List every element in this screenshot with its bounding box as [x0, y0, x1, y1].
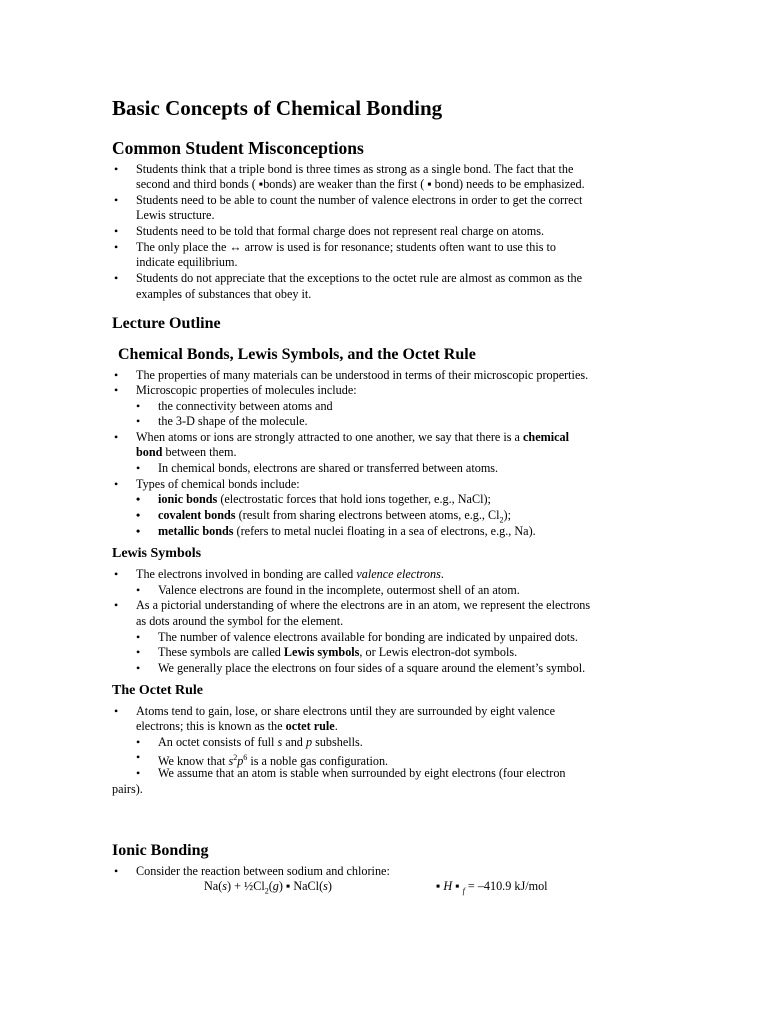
bullet: •	[136, 508, 141, 522]
text-run: .	[334, 719, 338, 733]
superscript: 6	[243, 753, 248, 762]
bullet: •	[114, 704, 119, 718]
text-run: ▪	[452, 879, 463, 893]
list-item: Valence electrons are found in the incomplete, outermost shell of an atom.	[158, 583, 520, 597]
list-item	[158, 524, 536, 539]
text-run: s	[323, 879, 328, 893]
text-run: s	[228, 754, 234, 769]
text-run: and	[282, 735, 306, 749]
heading-misconceptions: Common Student Misconceptions	[112, 138, 364, 158]
text-run: .	[440, 567, 444, 581]
text-run: (refers to metal nuclei floating in a sea of electrons, e.g., Na).	[233, 524, 536, 538]
text-run: s	[277, 735, 283, 749]
term-chemical: chemical	[523, 430, 570, 444]
text-run: , or Lewis electron-dot symbols.	[359, 645, 518, 659]
bullet: •	[136, 645, 141, 659]
bullet: •	[136, 750, 141, 764]
list-item: Students need to be able to count the number of valence electrons in order to get the correct	[136, 193, 583, 207]
bullet: •	[114, 368, 119, 382]
text-run: subshells.	[312, 735, 363, 749]
reaction-equation	[204, 879, 332, 895]
list-item: In chemical bonds, electrons are shared or transferred between atoms.	[158, 461, 499, 475]
list-item	[136, 445, 237, 460]
list-item	[158, 645, 517, 660]
text-run: (	[268, 879, 273, 893]
term-bond: bond	[136, 445, 163, 459]
bullet: •	[114, 193, 119, 207]
text-run: (electrostatic forces that hold ions together, e.g., NaCl);	[217, 492, 491, 506]
list-item: Students need to be told that formal charge does not represent real charge on atoms.	[136, 224, 545, 238]
list-item: as dots around the symbol for the element.	[136, 614, 344, 628]
bullet: •	[136, 766, 141, 780]
list-item: We generally place the electrons on four sides of a square around the element’s symbol.	[158, 661, 586, 675]
list-item: the connectivity between atoms and	[158, 399, 333, 413]
bullet: •	[136, 399, 141, 413]
text-run: The electrons involved in bonding are called	[136, 567, 357, 581]
list-item: Microscopic properties of molecules include:	[136, 383, 357, 397]
enthalpy-value	[436, 879, 548, 895]
text-run: ) ▪ NaCl(	[278, 879, 324, 893]
list-item: The properties of many materials can be understood in terms of their microscopic properties.	[136, 368, 589, 382]
list-item: We assume that an atom is stable when surrounded by eight electrons (four electron	[158, 766, 566, 780]
term-ionic: ionic bonds	[158, 492, 218, 506]
term-valence-electrons: valence electrons	[356, 567, 441, 581]
list-item: Students do not appreciate that the exceptions to the octet rule are almost as common as the	[136, 271, 583, 285]
bullet: •	[136, 524, 141, 538]
list-item: Types of chemical bonds include:	[136, 477, 300, 491]
list-item	[158, 492, 491, 507]
list-item: indicate equilibrium.	[136, 255, 238, 269]
text-run: An octet consists of full	[158, 735, 278, 749]
text-run: ) + ½Cl	[227, 879, 265, 893]
text-run: g	[272, 879, 279, 893]
list-item: examples of substances that obey it.	[136, 287, 312, 301]
list-item	[136, 430, 569, 445]
text-run: p	[305, 735, 313, 749]
list-item: the 3-D shape of the molecule.	[158, 414, 308, 428]
term-octet-rule: octet rule	[285, 719, 335, 733]
text-run: When atoms or ions are strongly attracted to one another, we say that there is a	[136, 430, 524, 444]
text-run: ▪	[436, 879, 444, 893]
subscript: f	[462, 886, 465, 896]
term-covalent: covalent bonds	[158, 508, 236, 522]
list-item: Consider the reaction between sodium and chlorine:	[136, 864, 390, 878]
bullet: •	[136, 461, 141, 475]
bullet: •	[114, 240, 119, 254]
bullet: •	[114, 477, 119, 491]
heading-chemical-bonds: Chemical Bonds, Lewis Symbols, and the Octet Rule	[118, 346, 476, 363]
text-run: )	[327, 879, 332, 893]
bullet: •	[136, 583, 141, 597]
bullet: •	[136, 492, 141, 506]
text-run: These symbols are called	[158, 645, 284, 659]
list-item: As a pictorial understanding of where the electrons are in an atom, we represent the electrons	[136, 598, 591, 612]
list-item: Lewis structure.	[136, 208, 215, 222]
bullet: •	[136, 630, 141, 644]
bullet: •	[114, 430, 119, 444]
bullet: •	[114, 271, 119, 285]
bullet: •	[114, 864, 119, 878]
list-item: Students think that a triple bond is three times as strong as a single bond. The fact that the	[136, 162, 574, 176]
text-run: is a noble gas configuration.	[247, 754, 389, 769]
list-item	[136, 719, 338, 734]
term-metallic: metallic bonds	[158, 524, 234, 538]
text-run: electrons; this is known as the	[136, 719, 286, 733]
list-item: pairs).	[112, 782, 143, 796]
subscript: 2	[264, 886, 269, 896]
list-item: second and third bonds ( ▪bonds) are weaker than the first ( ▪ bond) needs to be emphasized.	[136, 177, 585, 191]
bullet: •	[136, 735, 141, 749]
heading-lewis-symbols: Lewis Symbols	[112, 546, 202, 561]
heading-lecture-outline: Lecture Outline	[112, 315, 221, 332]
bullet: •	[114, 383, 119, 397]
list-item: Atoms tend to gain, lose, or share electrons until they are surrounded by eight valence	[136, 704, 555, 718]
bullet: •	[136, 661, 141, 675]
list-item	[158, 735, 363, 750]
text-run: We know that	[158, 754, 229, 769]
subscript: 2	[499, 515, 504, 525]
text-run: Na(	[204, 879, 223, 893]
list-item: The number of valence electrons available for bonding are indicated by unpaired dots.	[158, 630, 578, 644]
text-run: (result from sharing electrons between atoms, e.g., Cl	[235, 508, 500, 522]
bullet: •	[114, 224, 119, 238]
text-run: );	[503, 508, 511, 522]
term-lewis-symbols: Lewis symbols	[283, 645, 360, 659]
text-run: H	[443, 879, 453, 893]
superscript: 2	[233, 753, 238, 762]
heading-octet-rule: The Octet Rule	[112, 683, 203, 698]
text-run: = –410.9 kJ/mol	[464, 879, 548, 893]
list-item	[136, 567, 444, 582]
bullet: •	[114, 567, 119, 581]
page-title: Basic Concepts of Chemical Bonding	[112, 96, 443, 120]
list-item: The only place the ↔ arrow is used is for resonance; students often want to use this to	[136, 240, 557, 254]
text-run: s	[222, 879, 228, 893]
text-run: between them.	[162, 445, 237, 459]
heading-ionic-bonding: Ionic Bonding	[112, 842, 209, 859]
bullet: •	[114, 162, 119, 176]
bullet: •	[136, 414, 141, 428]
text-run: p	[237, 754, 244, 769]
bullet: •	[114, 598, 119, 612]
